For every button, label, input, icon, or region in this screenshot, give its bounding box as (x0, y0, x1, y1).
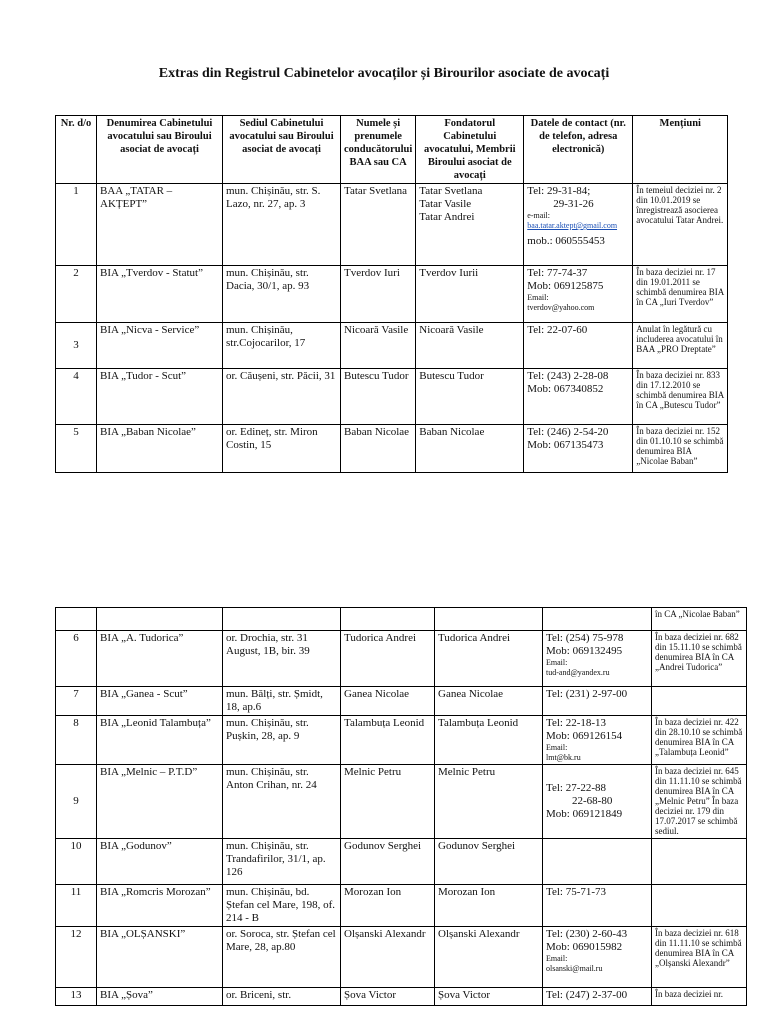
office-name: BIA „Baban Nicolae” (97, 425, 223, 473)
contact-line: Mob: 069132495 (546, 645, 623, 657)
office-address: or. Căușeni, str. Păcii, 31 (223, 369, 341, 425)
founder-name: Tatar Svetlana (419, 185, 483, 197)
row-number: 8 (56, 716, 97, 765)
contact-cell (524, 266, 633, 323)
header-denumirea: Denumirea Cabinetului avocatului sau Biroului asociat de avocați (97, 116, 223, 184)
contact-line: Tel: (230) 2-60-43 (546, 928, 628, 940)
row-number: 7 (56, 687, 97, 716)
table-row (56, 885, 747, 927)
office-address: or. Briceni, str. (223, 988, 341, 1006)
office-name: BIA „Romcris Morozan” (97, 885, 223, 927)
row-number: 12 (56, 927, 97, 988)
header-sediul: Sediul Cabinetului avocatului sau Biroului asociat de avocați (223, 116, 341, 184)
office-address: or. Drochia, str. 31 August, 1B, bir. 39 (223, 631, 341, 687)
mentiuni-cell: În baza deciziei nr. 618 din 11.11.10 se schimbă denumirea BIA în CA „Olșanski Alexandr” (652, 927, 747, 988)
founder-name: Godunov Serghei (438, 840, 516, 852)
office-name: BIA „OLȘANSKI” (97, 927, 223, 988)
founders-cell (435, 885, 543, 927)
founders-cell (435, 687, 543, 716)
founder-name: Tatar Vasile (419, 198, 472, 210)
contact-cell (543, 631, 652, 687)
founder-name: Morozan Ion (438, 886, 496, 898)
mentiuni-cell: în CA „Nicolae Baban” (652, 608, 747, 631)
office-address: mun. Chișinău, str.Cojocarilor, 17 (223, 323, 341, 369)
founder-name: Ganea Nicolae (438, 688, 504, 700)
founders-cell (435, 765, 543, 839)
email-address: olsanski@mail.ru (546, 964, 603, 973)
row-number: 6 (56, 631, 97, 687)
founders-cell (416, 323, 524, 369)
founders-cell (435, 988, 543, 1006)
mentiuni-cell (652, 687, 747, 716)
founder-name: Tverdov Iurii (419, 267, 479, 279)
office-name: BIA „Șova” (97, 988, 223, 1006)
row-number: 11 (56, 885, 97, 927)
table-row (56, 323, 728, 369)
contact-line: 29-31-26 (553, 198, 594, 210)
office-name: BIA „Nicva - Service” (97, 323, 223, 369)
office-address: or. Edineț, str. Miron Costin, 15 (223, 425, 341, 473)
founders-cell (435, 631, 543, 687)
founders-cell (416, 369, 524, 425)
mentiuni-cell: Anulat în legătură cu includerea avocatului în BAA „PRO Dreptate” (633, 323, 728, 369)
contact-line: 22-68-80 (572, 795, 613, 807)
office-name: BIA „A. Tudorica” (97, 631, 223, 687)
founder-name: Baban Nicolae (419, 426, 485, 438)
email-label: Email: (546, 658, 568, 667)
mentiuni-cell (652, 885, 747, 927)
email-address: tverdov@yahoo.com (527, 303, 595, 312)
contact-line: Mob: 069015982 (546, 941, 623, 953)
row-number: 1 (56, 184, 97, 266)
table-row (56, 927, 747, 988)
document-title: Extras din Registrul Cabinetelor avocaților și Birourilor asociate de avocați (158, 66, 610, 81)
leader-name: Talambuța Leonid (341, 716, 435, 765)
contact-cell (543, 927, 652, 988)
row-number: 2 (56, 266, 97, 323)
table-row (56, 839, 747, 885)
table-row (56, 765, 747, 839)
email-label: Email: (546, 743, 568, 752)
office-address: mun. Chișinău, str. Trandafirilor, 31/1, ap. 126 (223, 839, 341, 885)
leader-name: Melnic Petru (341, 765, 435, 839)
table-row (56, 369, 728, 425)
office-name: BIA „Leonid Talambuța” (97, 716, 223, 765)
mentiuni-cell: În temeiul deciziei nr. 2 din 10.01.2019 se înregistrează asocierea avocatului Tatar Andrei. (633, 184, 728, 266)
contact-cell (543, 885, 652, 927)
contact-line: Mob: 067135473 (527, 439, 604, 451)
mentiuni-cell: În baza deciziei nr. 682 din 15.11.10 se schimbă denumirea BIA în CA „Andrei Tudorica” (652, 631, 747, 687)
leader-name: Șova Victor (341, 988, 435, 1006)
mentiuni-cell: În baza deciziei nr. 833 din 17.12.2010 se schimbă denumirea BIA în CA „Butescu Tudor” (633, 369, 728, 425)
email-label: Email: (546, 954, 568, 963)
office-name: BIA „Tudor - Scut” (97, 369, 223, 425)
table-row-continued (56, 608, 747, 631)
contact-line: Tel: (231) 2-97-00 (546, 688, 628, 700)
mentiuni-cell (652, 839, 747, 885)
row-number: 13 (56, 988, 97, 1006)
email-address: tud-and@yandex.ru (546, 668, 610, 677)
table-row (56, 631, 747, 687)
founder-name: Melnic Petru (438, 766, 496, 778)
contact-cell (543, 839, 652, 885)
founder-name: Olșanski Alexandr (438, 928, 520, 940)
register-table-part-2 (55, 607, 747, 1006)
founder-name: Șova Victor (438, 989, 490, 1001)
row-number: 10 (56, 839, 97, 885)
office-address: mun. Chișinău, str. S. Lazo, nr. 27, ap. 3 (223, 184, 341, 266)
contact-line: Mob: 069126154 (546, 730, 623, 742)
contact-cell (524, 323, 633, 369)
row-number: 9 (56, 765, 97, 839)
contact-line: Tel: 29-31-84; (527, 185, 591, 197)
contact-cell (543, 687, 652, 716)
mentiuni-cell: În baza deciziei nr. 152 din 01.10.10 se schimbă denumirea BIA „Nicolae Baban” (633, 425, 728, 473)
contact-line: Tel: (247) 2-37-00 (546, 989, 628, 1001)
leader-name: Tverdov Iuri (341, 266, 416, 323)
office-name: BIA „Godunov” (97, 839, 223, 885)
row-number: 3 (56, 323, 97, 369)
mentiuni-cell: În baza deciziei nr. 422 din 28.10.10 se schimbă denumirea BIA în CA „Talambuța Leonid” (652, 716, 747, 765)
contact-line: Tel: 27-22-88 (546, 782, 607, 794)
founders-cell (416, 425, 524, 473)
office-address: mun. Chișinău, bd. Ștefan cel Mare, 198, of. 214 - B (223, 885, 341, 927)
table-row (56, 988, 747, 1006)
mentiuni-cell: În baza deciziei nr. (652, 988, 747, 1006)
founders-cell (416, 184, 524, 266)
office-name: BIA „Ganea - Scut” (97, 687, 223, 716)
register-table-part-1 (55, 115, 728, 473)
row-number: 5 (56, 425, 97, 473)
email-label: Email: (527, 293, 549, 302)
founder-name: Tudorica Andrei (438, 632, 511, 644)
office-address: mun. Bălți, str. Șmidt, 18, ap.6 (223, 687, 341, 716)
founder-name: Nicoară Vasile (419, 324, 484, 336)
table-row (56, 184, 728, 266)
office-address: mun. Chișinău, str. Pușkin, 28, ap. 9 (223, 716, 341, 765)
contact-line: Tel: (254) 75-978 (546, 632, 624, 644)
table-row (56, 687, 747, 716)
contact-line: Tel: 22-07-60 (527, 324, 588, 336)
leader-name: Tatar Svetlana (341, 184, 416, 266)
contact-cell (543, 765, 652, 839)
header-numele: Numele și prenumele conducătorului BAA sau CA (341, 116, 416, 184)
contact-line: Mob: 067340852 (527, 383, 604, 395)
leader-name: Nicoară Vasile (341, 323, 416, 369)
contact-line: Tel: (246) 2-54-20 (527, 426, 609, 438)
founders-cell (416, 266, 524, 323)
contact-line: Tel: 75-71-73 (546, 886, 607, 898)
office-address: or. Soroca, str. Ștefan cel Mare, 28, ap.80 (223, 927, 341, 988)
founder-name: Tatar Andrei (419, 211, 475, 223)
founder-name: Talambuța Leonid (438, 717, 519, 729)
office-name: BAA „TATAR – AKȚEPT” (97, 184, 223, 266)
row-number: 4 (56, 369, 97, 425)
header-nr: Nr. d/o (56, 116, 97, 184)
founder-name: Butescu Tudor (419, 370, 484, 382)
contact-line: Tel: (243) 2-28-08 (527, 370, 609, 382)
contact-cell (524, 369, 633, 425)
founders-cell (435, 839, 543, 885)
mentiuni-cell: În baza deciziei nr. 645 din 11.11.10 se schimbă denumirea BIA în CA „Melnic Petru” În baza deciziei nr. 179 din 17.07.2017 se schimbă sediul. (652, 765, 747, 839)
contact-line: Mob: 069121849 (546, 808, 623, 820)
contact-line: Tel: 22-18-13 (546, 717, 607, 729)
founders-cell (435, 927, 543, 988)
office-name: BIA „Melnic – P.T.D” (97, 765, 223, 839)
office-name: BIA „Tverdov - Statut” (97, 266, 223, 323)
header-fondatorul: Fondatorul Cabinetului avocatului, Membrii Biroului asociat de avocați (416, 116, 524, 184)
mobile-line: mob.: 060555453 (527, 235, 605, 247)
table-row (56, 425, 728, 473)
email-address: baa.tatar.aktept@gmail.com (527, 221, 618, 230)
leader-name: Ganea Nicolae (341, 687, 435, 716)
email-address: lmt@bk.ru (546, 753, 581, 762)
contact-line: Tel: 77-74-37 (527, 267, 588, 279)
contact-cell (543, 716, 652, 765)
table-row (56, 716, 747, 765)
leader-name: Baban Nicolae (341, 425, 416, 473)
header-contact: Datele de contact (nr. de telefon, adresa electronică) (524, 116, 633, 184)
leader-name: Butescu Tudor (341, 369, 416, 425)
office-address: mun. Chișinău, str. Anton Crihan, nr. 24 (223, 765, 341, 839)
founders-cell (435, 716, 543, 765)
table-header-row (56, 116, 728, 184)
contact-cell (524, 425, 633, 473)
contact-line: Mob: 069125875 (527, 280, 604, 292)
contact-cell (543, 988, 652, 1006)
mentiuni-cell: În baza deciziei nr. 17 din 19.01.2011 se schimbă denumirea BIA în CA „Iuri Tverdov” (633, 266, 728, 323)
leader-name: Olșanski Alexandr (341, 927, 435, 988)
leader-name: Godunov Serghei (341, 839, 435, 885)
leader-name: Tudorica Andrei (341, 631, 435, 687)
email-label: e-mail: (527, 211, 550, 220)
table-row (56, 266, 728, 323)
leader-name: Morozan Ion (341, 885, 435, 927)
contact-cell (524, 184, 633, 266)
header-mentiuni: Mențiuni (633, 116, 728, 184)
office-address: mun. Chișinău, str. Dacia, 30/1, ap. 93 (223, 266, 341, 323)
